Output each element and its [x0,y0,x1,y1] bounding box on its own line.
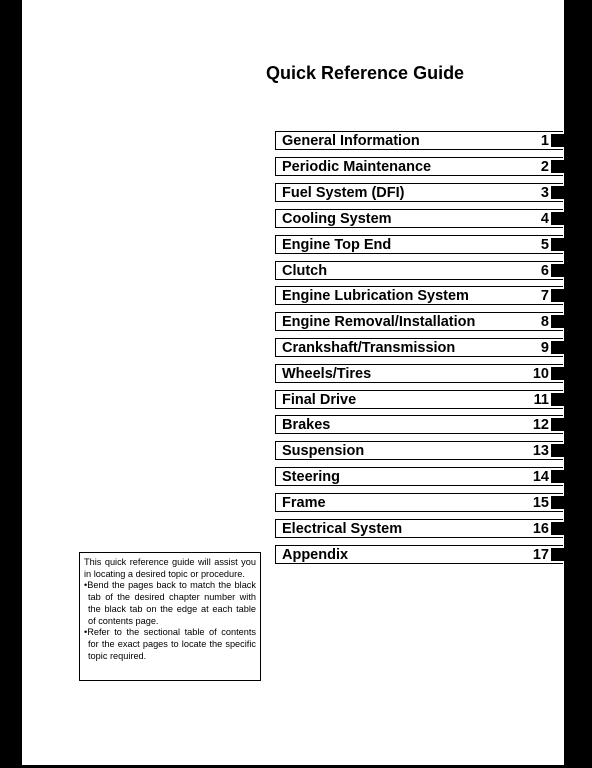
toc-row-wheels-tires[interactable] [275,364,563,383]
chapter-tab-12 [551,418,564,431]
toc-label: Final Drive [282,392,357,408]
chapter-tab-13 [551,444,564,457]
toc-chapter-number: 2 [540,159,549,175]
toc-chapter-number: 8 [540,314,549,330]
toc-chapter-number: 7 [540,288,549,304]
toc-row-steering[interactable] [275,467,563,486]
toc-label: Engine Lubrication System [282,288,469,304]
chapter-tab-8 [551,315,564,328]
toc-label: Frame [282,495,326,511]
toc-row-engine-lubrication-system[interactable] [275,286,563,305]
chapter-tab-4 [551,212,564,225]
toc-row-general-information[interactable] [275,131,563,150]
chapter-tab-3 [551,186,564,199]
chapter-tab-14 [551,470,564,483]
toc-chapter-number: 14 [532,469,549,485]
toc-row-electrical-system[interactable] [275,519,563,538]
usage-note-bullet: •Refer to the sectional table of contents for the exact pages to locate the specific topic required. [84,627,256,661]
toc-label: Cooling System [282,211,392,227]
chapter-tab-9 [551,341,564,354]
toc-label: Electrical System [282,521,403,537]
toc-label: Crankshaft/Transmission [282,340,456,356]
toc-row-cooling-system[interactable] [275,209,563,228]
chapter-tab-6 [551,264,564,277]
toc-chapter-number: 9 [540,340,549,356]
toc-label: Appendix [282,547,349,563]
toc-chapter-number: 4 [540,211,549,227]
chapter-tab-11 [551,393,564,406]
chapter-tab-7 [551,289,564,302]
toc-label: Engine Top End [282,237,392,253]
toc-label: Wheels/Tires [282,366,372,382]
toc-chapter-number: 3 [540,185,549,201]
chapter-tab-10 [551,367,564,380]
toc-label: General Information [282,133,420,149]
page-frame-left [0,0,22,768]
toc-row-appendix[interactable] [275,545,563,564]
toc-row-periodic-maintenance[interactable] [275,157,563,176]
toc-label: Engine Removal/Installation [282,314,476,330]
toc-row-brakes[interactable] [275,415,563,434]
chapter-tab-1 [551,134,564,147]
toc-chapter-number: 5 [540,237,549,253]
toc-row-frame[interactable] [275,493,563,512]
toc-row-engine-removal-installation[interactable] [275,312,563,331]
toc-chapter-number: 11 [533,392,549,408]
chapter-tab-5 [551,238,564,251]
chapter-tab-2 [551,160,564,173]
toc-row-fuel-system[interactable] [275,183,563,202]
page-frame-right [564,0,592,768]
toc-chapter-number: 12 [532,417,549,433]
usage-note-box [79,552,261,681]
toc-label: Periodic Maintenance [282,159,432,175]
toc-label: Suspension [282,443,365,459]
toc-label: Clutch [282,263,328,279]
toc-chapter-number: 13 [532,443,549,459]
toc-row-crankshaft-transmission[interactable] [275,338,563,357]
toc-label: Brakes [282,417,331,433]
usage-note-intro: This quick reference guide will assist you in locating a desired topic or procedure. [84,557,256,579]
chapter-tab-15 [551,496,564,509]
page-title: Quick Reference Guide [266,63,465,83]
chapter-tab-16 [551,522,564,535]
chapter-tab-17 [551,548,564,561]
toc-row-suspension[interactable] [275,441,563,460]
toc-chapter-number: 16 [532,521,549,537]
usage-note-bullet: •Bend the pages back to match the black tab of the desired chapter number with the black tab on the edge at each table of contents page. [84,580,256,626]
toc-label: Steering [282,469,341,485]
toc-row-final-drive[interactable] [275,390,563,409]
toc-chapter-number: 10 [532,366,549,382]
toc-row-engine-top-end[interactable] [275,235,563,254]
toc-label: Fuel System (DFI) [282,185,405,201]
toc-chapter-number: 17 [532,547,549,563]
toc-chapter-number: 1 [540,133,549,149]
toc-chapter-number: 15 [532,495,549,511]
toc-chapter-number: 6 [540,263,549,279]
toc-row-clutch[interactable] [275,261,563,280]
